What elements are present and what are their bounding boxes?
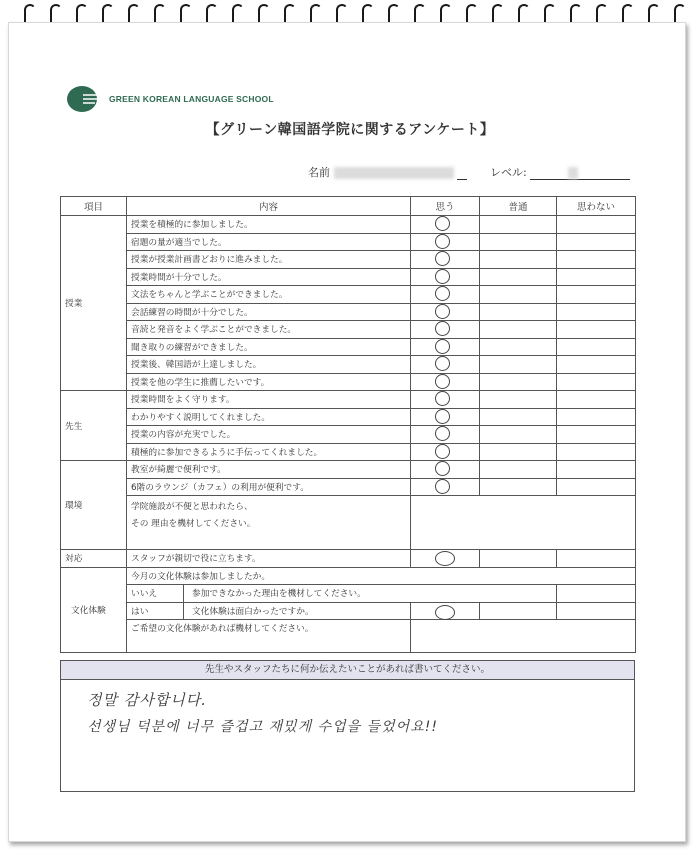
neutral-cell[interactable] xyxy=(480,443,557,461)
table-row xyxy=(61,478,636,496)
disagree-cell[interactable] xyxy=(557,233,636,251)
circle-mark-icon xyxy=(435,461,450,476)
agree-cell[interactable] xyxy=(411,602,480,620)
question-text: 授業後、韓国語が上達しました。 xyxy=(127,356,411,374)
circle-mark-icon xyxy=(435,269,450,284)
handwritten-line-2: 선생님 덕분에 너무 즐겁고 재밌게 수업을 들었어요!! xyxy=(87,719,438,735)
question-text: 授業を他の学生に推薦したいです。 xyxy=(127,373,411,391)
table-header xyxy=(61,197,636,216)
culture-yes-label: はい xyxy=(127,603,184,620)
header-content: 内容 xyxy=(127,197,411,216)
circle-mark-icon xyxy=(435,391,450,406)
neutral-cell[interactable] xyxy=(480,408,557,426)
culture-no-text: 参加できなかった理由を機材してください。 xyxy=(192,589,366,600)
table-row xyxy=(61,391,636,409)
table-row xyxy=(61,585,636,603)
question-text: 文法をちゃんと学ぶことができました。 xyxy=(127,286,411,304)
disagree-cell[interactable] xyxy=(557,408,636,426)
circle-mark-icon xyxy=(435,551,455,566)
agree-cell[interactable] xyxy=(411,233,480,251)
agree-cell[interactable] xyxy=(411,391,480,409)
neutral-cell[interactable] xyxy=(480,338,557,356)
circle-mark-icon xyxy=(435,251,450,266)
category-lesson: 授業 xyxy=(61,216,127,391)
disagree-cell[interactable] xyxy=(557,426,636,444)
table-row xyxy=(61,216,636,234)
table-row xyxy=(61,373,636,391)
culture-wish-answer[interactable] xyxy=(411,620,636,653)
circle-mark-icon xyxy=(435,409,450,424)
table-row xyxy=(61,426,636,444)
table-row xyxy=(61,338,636,356)
environment-note-line: その 理由を機材してください。 xyxy=(131,519,256,529)
circle-mark-icon xyxy=(435,321,450,336)
neutral-cell[interactable] xyxy=(480,550,557,568)
circle-mark-icon xyxy=(435,304,450,319)
neutral-cell[interactable] xyxy=(480,321,557,339)
table-row xyxy=(61,461,636,479)
question-text: 授業時間をよく守ります。 xyxy=(127,391,411,409)
disagree-cell[interactable] xyxy=(557,391,636,409)
message-box[interactable] xyxy=(60,660,635,792)
neutral-cell[interactable] xyxy=(480,356,557,374)
table-row xyxy=(61,251,636,269)
disagree-cell[interactable] xyxy=(557,286,636,304)
header-neutral: 普通 xyxy=(480,197,557,216)
category-culture: 文化体験 xyxy=(61,567,127,653)
circle-mark-icon xyxy=(435,444,450,459)
response-item: スタッフが親切で役に立ちます。 xyxy=(127,550,411,568)
table-row xyxy=(61,443,636,461)
circle-mark-icon xyxy=(435,216,450,231)
school-name: GREEN KOREAN LANGUAGE SCHOOL xyxy=(109,94,274,104)
agree-cell[interactable] xyxy=(411,338,480,356)
category-environment: 環境 xyxy=(61,461,127,550)
table-row xyxy=(61,286,636,304)
culture-no-label: いいえ xyxy=(127,585,184,602)
neutral-cell[interactable] xyxy=(480,426,557,444)
question-text: 教室が綺麗で便利です。 xyxy=(127,461,411,479)
table-row xyxy=(61,233,636,251)
agree-cell[interactable] xyxy=(411,550,480,568)
header-category: 項目 xyxy=(61,197,127,216)
agree-cell[interactable] xyxy=(411,408,480,426)
agree-cell[interactable] xyxy=(411,303,480,321)
question-text: 授業を積極的に参加しました。 xyxy=(127,216,411,234)
question-text: 6階のラウンジ（カフェ）の利用が便利です。 xyxy=(127,478,411,496)
disagree-cell[interactable] xyxy=(557,356,636,374)
question-text: 授業が授業計画書どおりに進みました。 xyxy=(127,251,411,269)
disagree-cell[interactable] xyxy=(557,461,636,479)
table-row xyxy=(61,496,636,550)
agree-cell[interactable] xyxy=(411,356,480,374)
question-text: 積極的に参加できるように手伝ってくれました。 xyxy=(127,443,411,461)
table-row xyxy=(61,321,636,339)
neutral-cell[interactable] xyxy=(480,216,557,234)
table-row xyxy=(61,268,636,286)
neutral-cell[interactable] xyxy=(480,303,557,321)
school-logo xyxy=(67,86,274,112)
environment-note xyxy=(127,496,411,550)
redacted-name xyxy=(334,167,454,179)
table-row xyxy=(61,408,636,426)
level-field xyxy=(490,164,630,180)
header-disagree: 思わない xyxy=(557,197,636,216)
neutral-cell[interactable] xyxy=(480,251,557,269)
question-text: 宿題の量が適当でした。 xyxy=(127,233,411,251)
culture-question: 今月の文化体験は参加しましたか。 xyxy=(127,567,636,585)
header-agree: 思う xyxy=(411,197,480,216)
disagree-cell[interactable] xyxy=(557,478,636,496)
level-label: レベル: xyxy=(490,166,527,179)
disagree-cell[interactable] xyxy=(557,216,636,234)
agree-cell[interactable] xyxy=(411,426,480,444)
agree-cell[interactable] xyxy=(411,216,480,234)
table-row xyxy=(61,550,636,568)
question-text: わかりやすく説明してくれました。 xyxy=(127,408,411,426)
disagree-cell[interactable] xyxy=(557,602,636,620)
neutral-cell[interactable] xyxy=(480,286,557,304)
category-response: 対応 xyxy=(61,550,127,568)
question-text: 授業の内容が充実でした。 xyxy=(127,426,411,444)
disagree-cell[interactable] xyxy=(557,550,636,568)
question-text: 聞き取りの練習ができました。 xyxy=(127,338,411,356)
survey-table xyxy=(60,196,636,653)
handwritten-line-1: 정말 감사합니다. xyxy=(87,691,207,709)
table-row xyxy=(61,602,636,620)
name-label: 名前 xyxy=(308,166,330,179)
circle-mark-icon xyxy=(435,356,450,371)
neutral-cell[interactable] xyxy=(480,233,557,251)
agree-cell[interactable] xyxy=(411,478,480,496)
message-prompt: 先生やスタッフたちに何か伝えたいことがあれば書いてください。 xyxy=(61,661,634,680)
circle-mark-icon xyxy=(435,605,455,620)
circle-mark-icon xyxy=(435,234,450,249)
neutral-cell[interactable] xyxy=(480,602,557,620)
circle-mark-icon xyxy=(435,479,450,494)
disagree-cell[interactable] xyxy=(557,321,636,339)
table-row xyxy=(61,303,636,321)
environment-note-line: 学院施設が不便と思われたら、 xyxy=(131,502,253,512)
disagree-cell[interactable] xyxy=(557,303,636,321)
table-row xyxy=(61,567,636,585)
culture-wish: ご希望の文化体験があれば機材してください。 xyxy=(127,620,411,653)
neutral-cell[interactable] xyxy=(480,391,557,409)
environment-note-answer[interactable] xyxy=(411,496,636,550)
agree-cell[interactable] xyxy=(411,321,480,339)
neutral-cell[interactable] xyxy=(480,268,557,286)
agree-cell[interactable] xyxy=(411,443,480,461)
logo-icon xyxy=(67,86,101,112)
question-text: 音読と発音をよく学ぶことができました。 xyxy=(127,321,411,339)
disagree-cell[interactable] xyxy=(557,251,636,269)
survey-title: 【グリーン韓国語学院に関するアンケート】 xyxy=(205,122,495,138)
disagree-cell[interactable] xyxy=(557,268,636,286)
circle-mark-icon xyxy=(435,374,450,389)
neutral-cell[interactable] xyxy=(480,373,557,391)
disagree-cell[interactable] xyxy=(557,338,636,356)
circle-mark-icon xyxy=(435,286,450,301)
agree-cell[interactable] xyxy=(411,373,480,391)
agree-cell[interactable] xyxy=(411,251,480,269)
agree-cell[interactable] xyxy=(411,268,480,286)
neutral-cell[interactable] xyxy=(480,478,557,496)
culture-yes-text: 文化体験は面白かったですか。 xyxy=(192,606,314,617)
disagree-cell[interactable] xyxy=(557,373,636,391)
category-teacher: 先生 xyxy=(61,391,127,461)
name-field xyxy=(308,164,467,180)
question-text: 授業時間が十分でした。 xyxy=(127,268,411,286)
agree-cell[interactable] xyxy=(411,461,480,479)
table-row xyxy=(61,356,636,374)
circle-mark-icon xyxy=(435,426,450,441)
disagree-cell[interactable] xyxy=(557,443,636,461)
neutral-cell[interactable] xyxy=(480,461,557,479)
table-row xyxy=(61,620,636,653)
circle-mark-icon xyxy=(435,339,450,354)
agree-cell[interactable] xyxy=(411,286,480,304)
question-text: 会話練習の時間が十分でした。 xyxy=(127,303,411,321)
